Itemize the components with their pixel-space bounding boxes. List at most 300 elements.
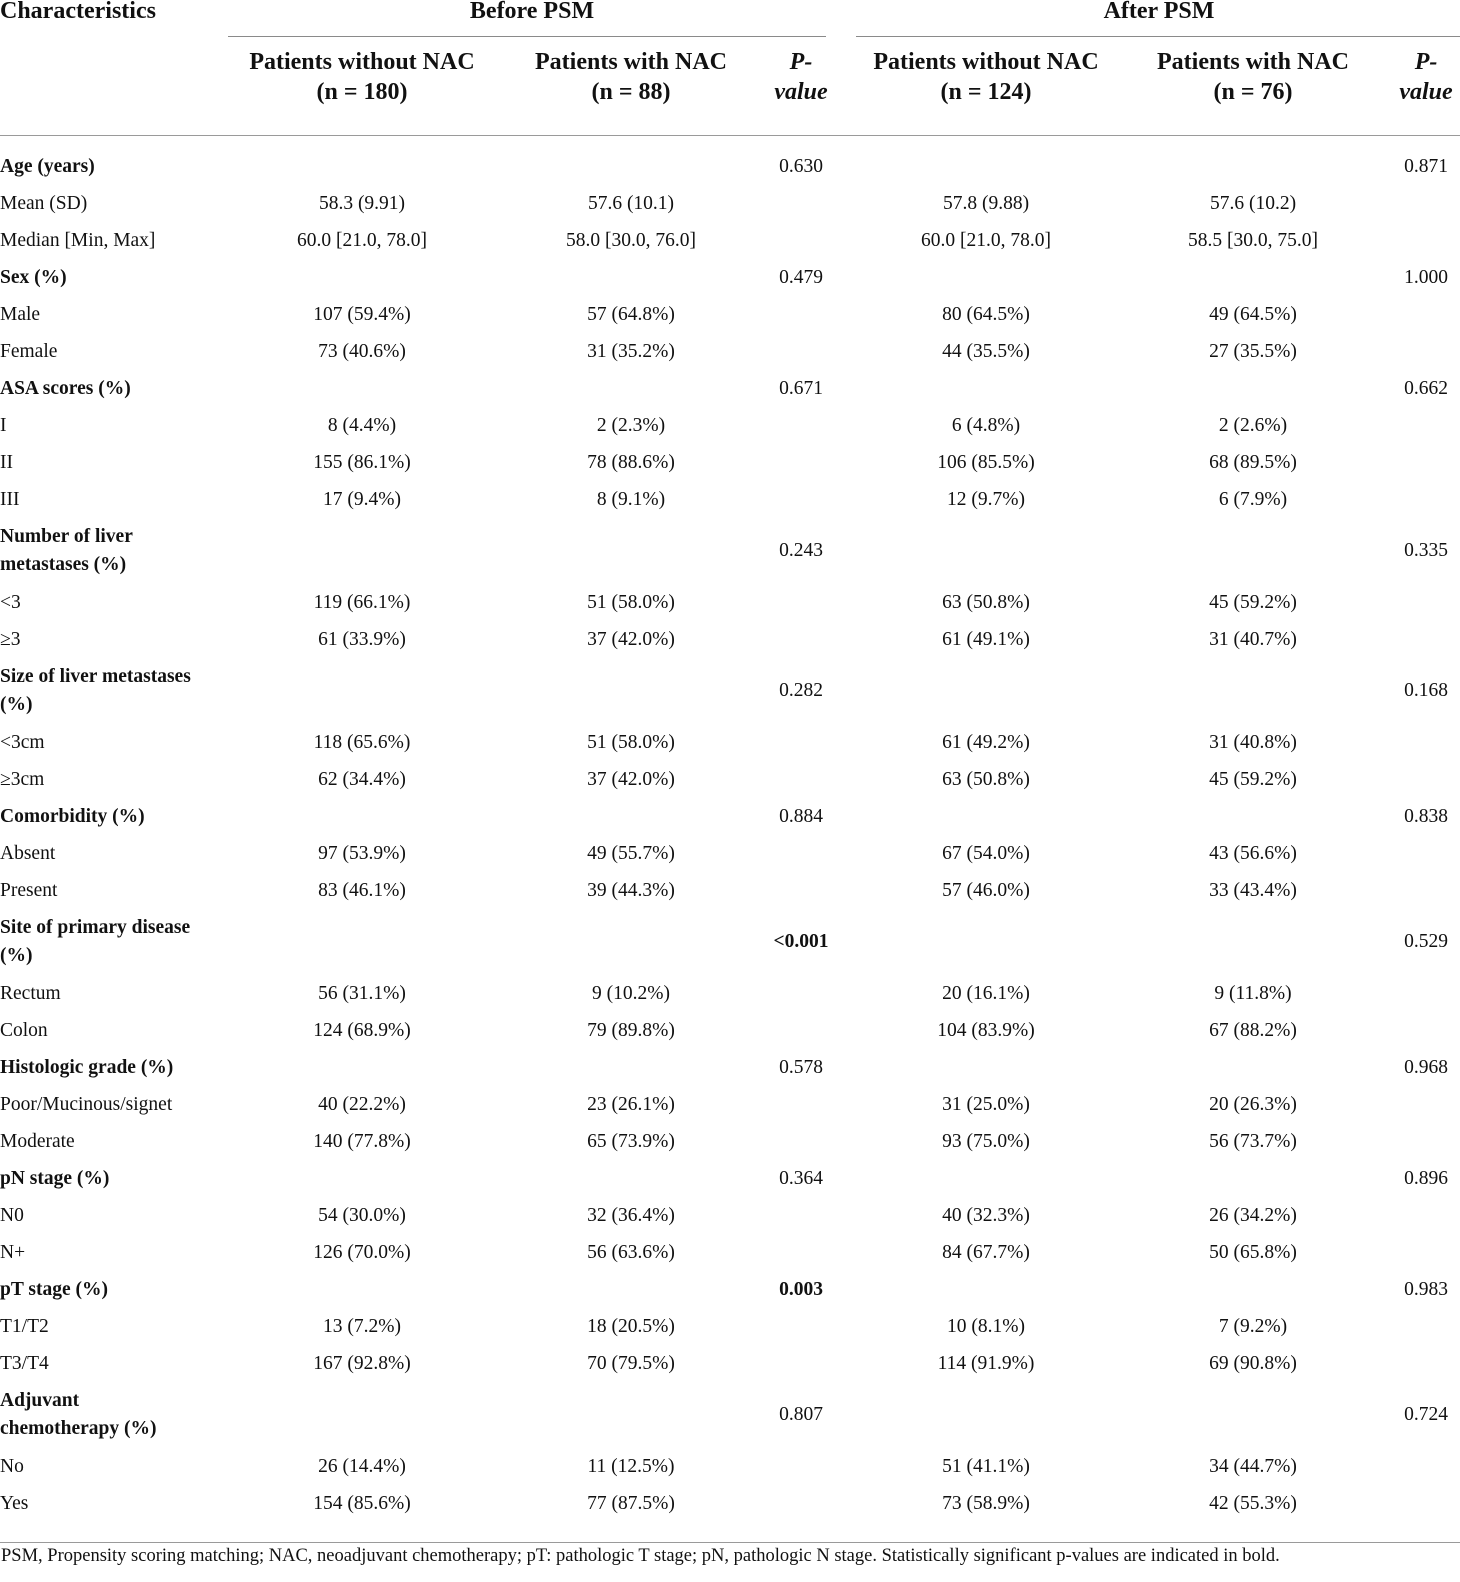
row-label: Adjuvant chemotherapy (%) <box>0 1390 157 1439</box>
pvalue-after: 0.983 <box>1404 1278 1448 1300</box>
table-row <box>0 185 1460 222</box>
cell-after-with: 31 (40.7%) <box>1209 628 1297 650</box>
pvalue-after: 0.335 <box>1404 540 1448 561</box>
spacer <box>836 1308 858 1345</box>
cell-before-without: 107 (59.4%) <box>313 303 411 325</box>
cell-before-without: 60.0 [21.0, 78.0] <box>297 229 427 251</box>
spacer <box>836 909 858 975</box>
row-label: <3cm <box>0 731 45 753</box>
pvalue-after <box>1392 1012 1460 1049</box>
before-without-nac-header: Patients without NAC (n = 180) <box>249 49 475 105</box>
cell-before-with: 37 (42.0%) <box>587 768 675 790</box>
after-psm-rule <box>858 23 1460 37</box>
table-row <box>0 761 1460 798</box>
cell-after-without: 6 (4.8%) <box>951 414 1021 436</box>
cell-after-without <box>858 798 1114 835</box>
table-row <box>0 872 1460 909</box>
pvalue-before <box>766 1345 836 1382</box>
cell-after-with <box>1114 1160 1392 1197</box>
table-row <box>0 724 1460 761</box>
cell-before-with: 77 (87.5%) <box>587 1492 675 1514</box>
cell-after-with: 26 (34.2%) <box>1209 1204 1297 1226</box>
cell-after-with: 58.5 [30.0, 75.0] <box>1188 229 1319 251</box>
spacer <box>836 1086 858 1123</box>
cell-before-with: 39 (44.3%) <box>587 879 675 901</box>
pvalue-before <box>766 296 836 333</box>
before-psm-header: Before PSM <box>469 0 595 24</box>
cell-before-with <box>496 370 766 407</box>
row-label: Median [Min, Max] <box>0 229 156 251</box>
table-row <box>0 407 1460 444</box>
cell-after-with <box>1114 1382 1392 1448</box>
pvalue-after <box>1392 1448 1460 1485</box>
cell-before-without: 13 (7.2%) <box>323 1315 401 1337</box>
cell-before-with: 70 (79.5%) <box>587 1352 675 1374</box>
row-label: ≥3cm <box>0 768 45 790</box>
group-rule-row <box>0 23 1460 37</box>
pvalue-before: 0.479 <box>779 266 823 288</box>
cell-before-with: 18 (20.5%) <box>587 1315 675 1337</box>
cell-before-without: 118 (65.6%) <box>313 731 411 753</box>
row-label: Number of liver metastases (%) <box>0 526 133 575</box>
spacer <box>836 1448 858 1485</box>
row-label: Yes <box>0 1492 29 1514</box>
cell-after-without: 12 (9.7%) <box>947 488 1025 510</box>
row-label: III <box>0 488 20 510</box>
cell-after-with: 45 (59.2%) <box>1209 768 1297 790</box>
cell-after-with: 57.6 (10.2) <box>1209 192 1297 214</box>
table-row <box>0 296 1460 333</box>
cell-after-without: 104 (83.9%) <box>937 1019 1035 1041</box>
cell-before-without <box>228 658 496 724</box>
cell-before-without <box>228 1160 496 1197</box>
pvalue-before <box>766 724 836 761</box>
cell-after-with: 49 (64.5%) <box>1209 303 1297 325</box>
row-label: Comorbidity (%) <box>0 805 145 827</box>
pvalue-before <box>766 621 836 658</box>
pvalue-before <box>766 1012 836 1049</box>
cell-before-without: 154 (85.6%) <box>313 1492 411 1514</box>
spacer <box>836 1160 858 1197</box>
pvalue-before <box>766 1234 836 1271</box>
cell-before-without: 119 (66.1%) <box>313 591 411 613</box>
cell-before-with: 56 (63.6%) <box>587 1241 675 1263</box>
cell-after-with: 69 (90.8%) <box>1209 1352 1297 1374</box>
cell-before-without: 73 (40.6%) <box>318 340 406 362</box>
spacer <box>836 370 858 407</box>
pvalue-before <box>766 407 836 444</box>
spacer <box>836 1234 858 1271</box>
pvalue-before: 0.671 <box>779 377 823 399</box>
pvalue-after <box>1392 333 1460 370</box>
spacer <box>836 835 858 872</box>
cell-before-with <box>496 148 766 185</box>
cell-before-without <box>228 1382 496 1448</box>
spacer <box>836 1382 858 1448</box>
cell-after-without <box>858 909 1114 975</box>
cell-after-without: 51 (41.1%) <box>942 1455 1030 1477</box>
pvalue-after <box>1392 1086 1460 1123</box>
category-row <box>0 1160 1460 1197</box>
row-label: Poor/Mucinous/signet <box>0 1093 173 1115</box>
row-label: Histologic grade (%) <box>0 1056 174 1078</box>
cell-after-without: 61 (49.2%) <box>942 731 1030 753</box>
cell-after-with: 27 (35.5%) <box>1209 340 1297 362</box>
row-label: Sex (%) <box>0 266 67 288</box>
table-row <box>0 481 1460 518</box>
cell-before-with: 58.0 [30.0, 76.0] <box>566 229 696 251</box>
spacer <box>836 621 858 658</box>
cell-before-without <box>228 798 496 835</box>
cell-after-with: 43 (56.6%) <box>1209 842 1297 864</box>
cell-before-without: 83 (46.1%) <box>318 879 406 901</box>
cell-after-with: 6 (7.9%) <box>1218 488 1288 510</box>
cell-before-without <box>228 1271 496 1308</box>
cell-after-without: 93 (75.0%) <box>942 1130 1030 1152</box>
spacer <box>836 1271 858 1308</box>
pvalue-after <box>1392 835 1460 872</box>
spacer <box>836 222 858 259</box>
cell-after-with: 56 (73.7%) <box>1209 1130 1297 1152</box>
spacer <box>836 1049 858 1086</box>
table-row <box>0 584 1460 621</box>
cell-before-without: 97 (53.9%) <box>318 842 406 864</box>
pvalue-after <box>1392 481 1460 518</box>
spacer <box>836 798 858 835</box>
cell-before-with <box>496 1049 766 1086</box>
spacer <box>836 1197 858 1234</box>
cell-before-without: 155 (86.1%) <box>313 451 411 473</box>
cell-before-with: 65 (73.9%) <box>587 1130 675 1152</box>
table-row <box>0 835 1460 872</box>
spacer <box>836 584 858 621</box>
category-row <box>0 658 1460 724</box>
cell-after-with <box>1114 518 1392 584</box>
spacer <box>836 185 858 222</box>
cell-after-with <box>1114 909 1392 975</box>
pvalue-after: 0.871 <box>1404 155 1448 177</box>
spacer <box>836 761 858 798</box>
pvalue-after <box>1392 1345 1460 1382</box>
table-row <box>0 1345 1460 1382</box>
cell-after-with <box>1114 1271 1392 1308</box>
category-row <box>0 259 1460 296</box>
pvalue-before <box>766 1197 836 1234</box>
table-bottom-rule <box>0 1522 1460 1543</box>
spacer <box>836 658 858 724</box>
pvalue-after <box>1392 975 1460 1012</box>
pvalue-after <box>1392 1123 1460 1160</box>
row-label: <3 <box>0 591 21 613</box>
cell-before-without <box>228 518 496 584</box>
cell-before-with <box>496 1160 766 1197</box>
pvalue-before: 0.364 <box>779 1167 823 1189</box>
cell-after-without: 44 (35.5%) <box>942 340 1030 362</box>
spacer <box>836 1012 858 1049</box>
cell-after-without <box>858 1382 1114 1448</box>
cell-before-with <box>496 1382 766 1448</box>
pvalue-after: 0.662 <box>1404 377 1448 399</box>
cell-after-without: 63 (50.8%) <box>942 591 1030 613</box>
row-label: Absent <box>0 842 56 864</box>
cell-before-without <box>228 148 496 185</box>
spacer <box>836 148 858 185</box>
cell-after-without: 84 (67.7%) <box>942 1241 1030 1263</box>
cell-before-without: 8 (4.4%) <box>327 414 397 436</box>
row-label: ASA scores (%) <box>0 377 131 399</box>
table-row <box>0 975 1460 1012</box>
cell-after-with <box>1114 658 1392 724</box>
table-row <box>0 1197 1460 1234</box>
pvalue-before: 0.884 <box>779 805 823 827</box>
cell-after-with: 33 (43.4%) <box>1209 879 1297 901</box>
cell-before-without: 40 (22.2%) <box>318 1093 406 1115</box>
table-row <box>0 621 1460 658</box>
table-row <box>0 1012 1460 1049</box>
cell-before-with <box>496 798 766 835</box>
table-body <box>0 148 1460 1522</box>
pvalue-before: 0.578 <box>779 1056 823 1078</box>
pvalue-before <box>766 481 836 518</box>
subgroup-header-row <box>0 37 1460 117</box>
before-pvalue-header: P- value <box>774 49 828 105</box>
before-psm-rule <box>228 23 836 37</box>
cell-before-with: 31 (35.2%) <box>587 340 675 362</box>
pvalue-after: 1.000 <box>1404 266 1448 288</box>
pvalue-before: 0.807 <box>779 1404 823 1425</box>
cell-before-with: 51 (58.0%) <box>587 731 675 753</box>
pvalue-before <box>766 872 836 909</box>
cell-after-with: 34 (44.7%) <box>1209 1455 1297 1477</box>
cell-after-without <box>858 148 1114 185</box>
row-label: Site of primary disease (%) <box>0 917 191 966</box>
row-label: Colon <box>0 1019 48 1041</box>
cell-before-with: 78 (88.6%) <box>587 451 675 473</box>
cell-after-with <box>1114 148 1392 185</box>
row-label: Size of liver metastases (%) <box>0 666 191 715</box>
spacer <box>836 1123 858 1160</box>
cell-before-without: 26 (14.4%) <box>318 1455 406 1477</box>
pvalue-after <box>1392 185 1460 222</box>
category-row <box>0 1049 1460 1086</box>
category-row <box>0 1271 1460 1308</box>
pvalue-before: 0.630 <box>779 155 823 177</box>
cell-after-with: 7 (9.2%) <box>1218 1315 1288 1337</box>
pvalue-before <box>766 1485 836 1522</box>
cell-after-without <box>858 1271 1114 1308</box>
cell-after-without: 57.8 (9.88) <box>942 192 1030 214</box>
pvalue-before <box>766 584 836 621</box>
cell-after-with: 2 (2.6%) <box>1218 414 1288 436</box>
cell-before-with: 57 (64.8%) <box>587 303 675 325</box>
table-row <box>0 444 1460 481</box>
cell-before-with: 9 (10.2%) <box>592 982 670 1004</box>
row-label: I <box>0 414 7 436</box>
row-label: Moderate <box>0 1130 75 1152</box>
cell-after-without: 114 (91.9%) <box>937 1352 1035 1374</box>
row-label: pT stage (%) <box>0 1278 108 1300</box>
cell-after-without <box>858 370 1114 407</box>
row-label: N0 <box>0 1204 24 1226</box>
cell-before-without: 126 (70.0%) <box>313 1241 411 1263</box>
pvalue-before <box>766 1123 836 1160</box>
cell-after-with: 9 (11.8%) <box>1214 982 1292 1004</box>
pvalue-after <box>1392 444 1460 481</box>
pvalue-before <box>766 333 836 370</box>
cell-before-with: 49 (55.7%) <box>587 842 675 864</box>
pvalue-before <box>766 185 836 222</box>
spacer <box>836 407 858 444</box>
cell-after-with: 45 (59.2%) <box>1209 591 1297 613</box>
cell-before-without: 56 (31.1%) <box>318 982 406 1004</box>
pvalue-before: 0.243 <box>779 540 823 561</box>
cell-after-with: 68 (89.5%) <box>1209 451 1297 473</box>
pvalue-before <box>766 1086 836 1123</box>
cell-before-with: 51 (58.0%) <box>587 591 675 613</box>
header-bottom-rule <box>0 117 1460 136</box>
row-label: T3/T4 <box>0 1352 49 1374</box>
row-label: II <box>0 451 13 473</box>
pvalue-after: 0.838 <box>1404 805 1448 827</box>
cell-after-without <box>858 518 1114 584</box>
table-row <box>0 1086 1460 1123</box>
row-label: Rectum <box>0 982 61 1004</box>
pvalue-before <box>766 1308 836 1345</box>
pvalue-before <box>766 1448 836 1485</box>
pvalue-before <box>766 975 836 1012</box>
cell-before-without <box>228 1049 496 1086</box>
spacer <box>836 333 858 370</box>
pvalue-before <box>766 222 836 259</box>
pvalue-before <box>766 444 836 481</box>
spacer <box>836 444 858 481</box>
cell-before-with <box>496 658 766 724</box>
cell-before-with <box>496 909 766 975</box>
row-label: ≥3 <box>0 628 21 650</box>
table-row <box>0 222 1460 259</box>
before-with-nac-header: Patients with NAC (n = 88) <box>535 49 727 105</box>
pvalue-after <box>1392 222 1460 259</box>
cell-before-without: 58.3 (9.91) <box>318 192 406 214</box>
cell-after-without: 61 (49.1%) <box>942 628 1030 650</box>
cell-before-with: 57.6 (10.1) <box>587 192 675 214</box>
pvalue-after: 0.529 <box>1404 931 1448 952</box>
pvalue-after <box>1392 1197 1460 1234</box>
after-with-nac-header: Patients with NAC (n = 76) <box>1157 49 1350 105</box>
cell-after-with <box>1114 259 1392 296</box>
pvalue-before <box>766 835 836 872</box>
cell-after-with <box>1114 370 1392 407</box>
cell-before-with: 79 (89.8%) <box>587 1019 675 1041</box>
cell-before-with <box>496 1271 766 1308</box>
cell-after-with: 67 (88.2%) <box>1209 1019 1297 1041</box>
table-row <box>0 1485 1460 1522</box>
row-label: Male <box>0 303 41 325</box>
cell-after-without: 31 (25.0%) <box>942 1093 1030 1115</box>
category-row <box>0 370 1460 407</box>
cell-after-with: 31 (40.8%) <box>1209 731 1297 753</box>
cell-after-with <box>1114 798 1392 835</box>
table-row <box>0 1234 1460 1271</box>
cell-after-without <box>858 1160 1114 1197</box>
row-label: Mean (SD) <box>0 192 88 214</box>
category-row <box>0 518 1460 584</box>
pvalue-after <box>1392 1308 1460 1345</box>
pvalue-after <box>1392 621 1460 658</box>
after-psm-header: After PSM <box>1103 0 1215 24</box>
cell-before-without: 124 (68.9%) <box>313 1019 411 1041</box>
cell-after-without: 10 (8.1%) <box>947 1315 1025 1337</box>
cell-before-with: 32 (36.4%) <box>587 1204 675 1226</box>
table-row <box>0 333 1460 370</box>
table-row <box>0 1308 1460 1345</box>
cell-after-without: 40 (32.3%) <box>942 1204 1030 1226</box>
cell-before-with: 11 (12.5%) <box>587 1455 675 1477</box>
row-label: Female <box>0 340 58 362</box>
cell-after-without: 106 (85.5%) <box>937 451 1035 473</box>
cell-before-without: 17 (9.4%) <box>323 488 401 510</box>
cell-after-without: 60.0 [21.0, 78.0] <box>921 229 1052 251</box>
cell-before-with: 8 (9.1%) <box>596 488 666 510</box>
pvalue-after <box>1392 1485 1460 1522</box>
spacer <box>836 259 858 296</box>
cell-before-with: 37 (42.0%) <box>587 628 675 650</box>
pvalue-after <box>1392 724 1460 761</box>
table-row <box>0 1448 1460 1485</box>
table-row <box>0 1123 1460 1160</box>
cell-before-without: 61 (33.9%) <box>318 628 406 650</box>
cell-before-without <box>228 370 496 407</box>
cell-after-without <box>858 1049 1114 1086</box>
pvalue-before: <0.001 <box>773 931 829 952</box>
cell-after-with: 50 (65.8%) <box>1209 1241 1297 1263</box>
cell-after-without: 63 (50.8%) <box>942 768 1030 790</box>
cell-before-with <box>496 259 766 296</box>
after-without-nac-header: Patients without NAC (n = 124) <box>873 49 1099 105</box>
cell-after-without: 80 (64.5%) <box>942 303 1030 325</box>
pvalue-after: 0.896 <box>1404 1167 1448 1189</box>
pvalue-after: 0.168 <box>1404 680 1448 701</box>
category-row <box>0 798 1460 835</box>
spacer <box>836 296 858 333</box>
after-pvalue-header: P- value <box>1399 49 1453 105</box>
pvalue-after <box>1392 584 1460 621</box>
cell-before-without: 167 (92.8%) <box>313 1352 411 1374</box>
cell-before-with <box>496 518 766 584</box>
pvalue-before: 0.003 <box>779 1278 823 1300</box>
characteristics-header: Characteristics <box>0 0 156 24</box>
category-row <box>0 148 1460 185</box>
cell-after-without: 67 (54.0%) <box>942 842 1030 864</box>
cell-after-without: 57 (46.0%) <box>942 879 1030 901</box>
spacer <box>836 872 858 909</box>
spacer <box>836 975 858 1012</box>
row-label: Present <box>0 879 58 901</box>
spacer <box>836 724 858 761</box>
row-label: No <box>0 1455 24 1477</box>
spacer <box>836 1485 858 1522</box>
table-header <box>0 0 1460 148</box>
group-header-row <box>0 0 1460 23</box>
pvalue-after <box>1392 761 1460 798</box>
spacer <box>836 1345 858 1382</box>
pvalue-after: 0.968 <box>1404 1056 1448 1078</box>
cell-after-without <box>858 259 1114 296</box>
cell-before-with: 2 (2.3%) <box>596 414 666 436</box>
cell-before-without: 62 (34.4%) <box>318 768 406 790</box>
cell-before-without <box>228 259 496 296</box>
cell-before-without <box>228 909 496 975</box>
